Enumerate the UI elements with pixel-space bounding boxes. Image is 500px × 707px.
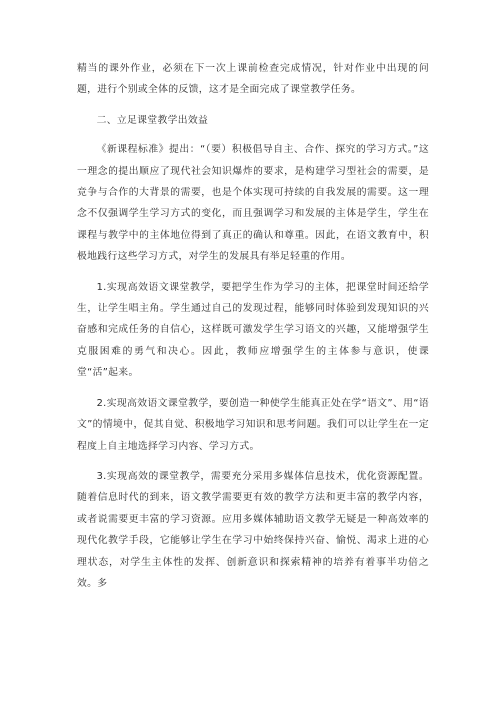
paragraph-point-3: 3.实现高效的课堂教学，需要充分采用多媒体信息技术，优化资源配置。随着信息时代的到来，语文教学需要更有效的教学方法和更丰富的教学内容，或者说需要更丰富的学习资源。应用多媒体辅助语文教学无疑是一种高效率的现代化教学手段，它能够让学生在学习中始终保持兴奋、愉悦、渴求上进的心理状态，对学生主体性的发挥、创新意识和探索精神的培养有着事半功倍之效。多 <box>77 470 429 589</box>
paragraph-point-1: 1.实现高效语文课堂教学，要把学生作为学习的主体，把课堂时间还给学生，让学生唱主角。学生通过自己的发现过程，能够同时体验到发现知识的兴奋感和完成任务的自信心，这样既可激发学生学习语文的兴趣，又能增强学生克服困难的勇气和决心。因此，教师应增强学生的主体参与意识，使课堂“活”起来。 <box>77 281 429 379</box>
paragraph-curriculum-standard: 《新课程标准》提出：“（要）积极倡导自主、合作、探究的学习方式。”这一理念的提出顺应了现代社会知识爆炸的要求，是构建学习型社会的需要，是竞争与合作的大背景的需要，也是个体实现可持续的自我发展的需要。这一理念不仅强调学生学习方式的变化，而且强调学习和发展的主体是学生，学生在课程与教学中的主体地位得到了真正的确认和尊重。因此，在语文教育中，积极地践行这些学习方式，对学生的发展具有举足轻重的作用。 <box>77 144 429 263</box>
section-heading: 二、立足课堂教学出效益 <box>96 114 209 126</box>
paragraph-continuation: 精当的课外作业，必须在下一次上课前检查完成情况，针对作业中出现的问题，进行个别或全体的反馈，这才是全面完成了课堂教学任务。 <box>77 63 429 96</box>
paragraph-point-2: 2.实现高效语文课堂教学，要创造一种使学生能真正处在学“语文”、用“语文”的情境中，促其自觉、积极地学习知识和思考问题。我们可以让学生在一定程度上自主地选择学习内容、学习方式。 <box>77 397 429 452</box>
document-page <box>77 58 429 603</box>
